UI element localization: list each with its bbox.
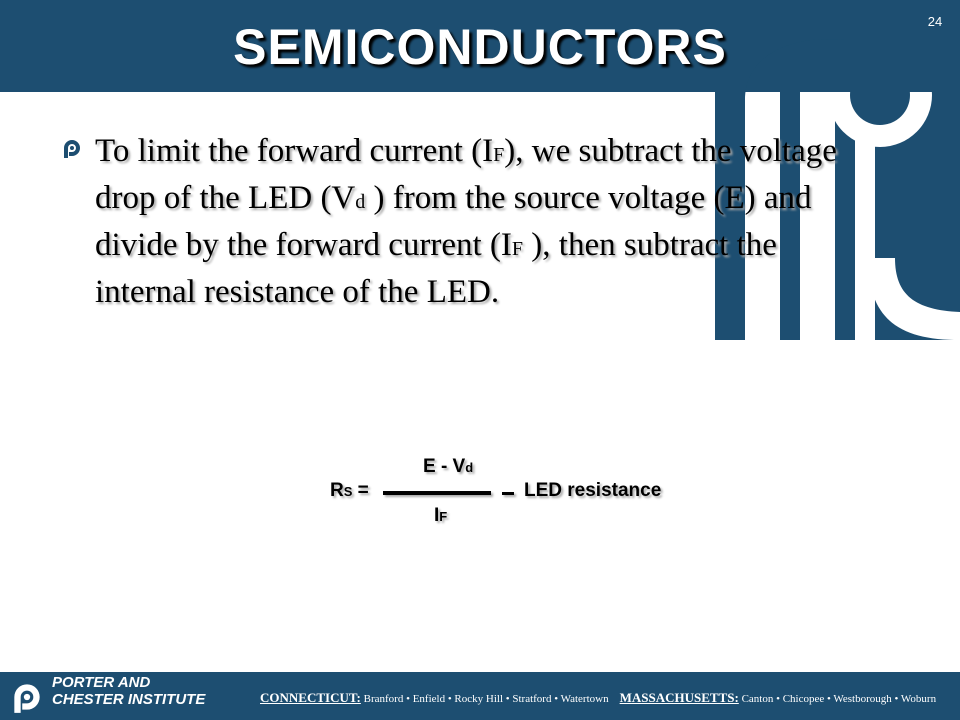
subscript-f: F	[493, 144, 505, 166]
bullet-text-part: ), then subtract the internal resistance of the LED.	[95, 227, 777, 310]
minus-sign	[502, 492, 514, 495]
formula-numerator-subscript: d	[465, 460, 474, 475]
formula-denominator-subscript: F	[439, 509, 448, 524]
footer-brand	[52, 674, 252, 708]
subscript-f: F	[511, 238, 524, 260]
slide-title: SEMICONDUCTORS	[233, 19, 727, 75]
subscript-d: d	[355, 191, 366, 213]
connecticut-label: CONNECTICUT:	[260, 690, 361, 705]
formula-equals: =	[352, 480, 369, 501]
page-number: 24	[927, 14, 943, 29]
massachusetts-label: MASSACHUSETTS:	[619, 690, 739, 705]
formula-denominator	[434, 505, 447, 527]
formula-numerator	[423, 456, 473, 478]
formula-lhs-symbol: R	[330, 480, 344, 501]
brand-line-1: PORTER AND	[52, 674, 151, 691]
formula-denominator-text: I	[434, 505, 440, 526]
massachusetts-locations: Canton • Chicopee • Westborough • Woburn	[738, 693, 937, 705]
brand-line-2: CHESTER INSTITUTE	[52, 691, 206, 708]
footer-locations	[260, 690, 955, 706]
porter-chester-logo-icon	[8, 678, 46, 716]
bullet-text-part: To limit the forward current (I	[95, 133, 494, 169]
bullet-text-part: ) from the source voltage (E) and divide by the forward current (I	[95, 180, 812, 263]
formula-rhs: LED resistance	[524, 480, 662, 501]
connecticut-locations: Branford • Enfield • Rocky Hill • Stratford • Watertown	[360, 693, 609, 705]
bullet-text-part: ), we subtract the voltage drop of the LED (V	[95, 133, 837, 216]
resistor-formula	[320, 450, 680, 540]
bullet-text	[95, 130, 885, 314]
porter-chester-bullet-icon	[60, 136, 84, 160]
fraction-bar	[383, 491, 491, 495]
formula-lhs-subscript: S	[343, 484, 353, 499]
formula-lhs	[330, 480, 369, 502]
formula-numerator-text: E - V	[423, 456, 466, 477]
